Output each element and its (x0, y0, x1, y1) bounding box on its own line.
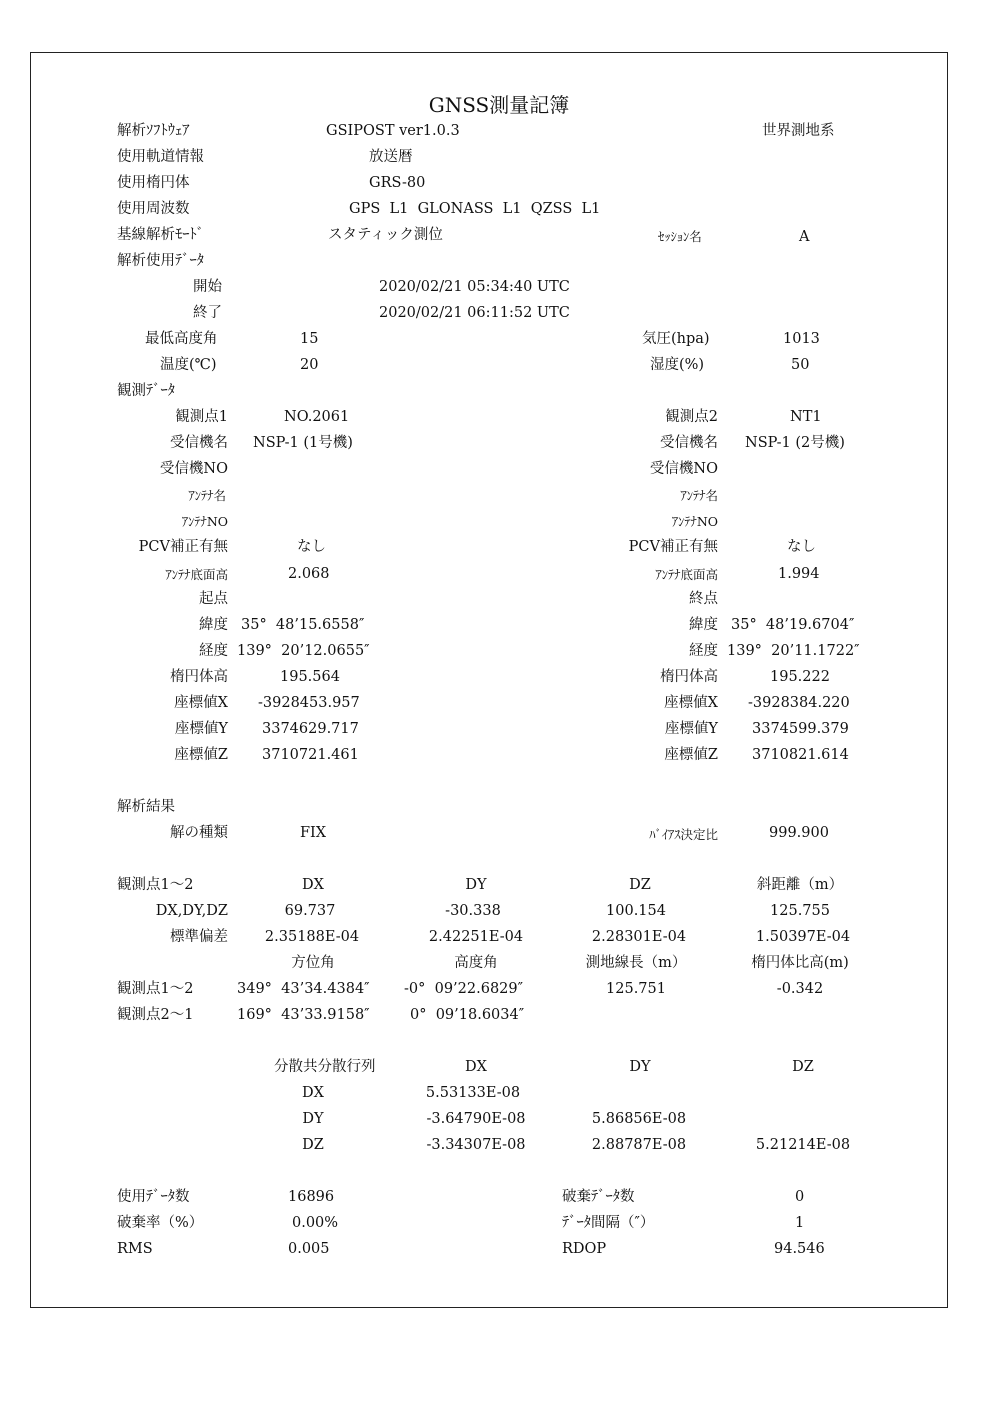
cov-dy-dy: 5.86856E-08 (591, 1111, 687, 1127)
dxdydz-label: DX,DY,DZ (155, 903, 228, 919)
left-coord-x-label: 座標値X (174, 695, 228, 711)
observation-data-label: 観測ﾃﾞｰﾀ (117, 383, 175, 399)
right-receiver-no-label: 受信機NO (649, 461, 718, 477)
row21-label: 観測点2～1 (117, 1007, 194, 1023)
solution-type-value: FIX (300, 825, 327, 841)
cov-row-dx-label: DX (302, 1085, 324, 1101)
rejected-data-value: 0 (795, 1189, 805, 1205)
left-antenna-height-label: ｱﾝﾃﾅ底面高 (165, 567, 228, 582)
left-receiver-value: NSP-1 (1号機) (253, 435, 353, 451)
orbit-value: 放送暦 (369, 149, 413, 165)
left-receiver-no-label: 受信機NO (159, 461, 228, 477)
right-ellipsoid-height-label: 楕円体高 (660, 669, 718, 685)
cov-row-dz-label: DZ (302, 1137, 324, 1153)
left-coord-z-value: 3710721.461 (262, 747, 359, 763)
software-value: GSIPOST ver1.0.3 (326, 123, 460, 139)
frequency-label: 使用周波数 (117, 201, 190, 217)
dx-value: 69.737 (284, 903, 336, 919)
dz-value: 100.154 (606, 903, 666, 919)
pressure-value: 1013 (783, 331, 820, 347)
temperature-value: 20 (300, 357, 319, 373)
left-latitude-value: 35° 48’15.6558″ (241, 617, 365, 633)
start-label: 開始 (193, 279, 222, 295)
cov-dx-dx: 5.53133E-08 (425, 1085, 521, 1101)
rdop-label: RDOP (562, 1241, 607, 1257)
left-point-type: 起点 (199, 591, 228, 607)
right-antenna-height-label: ｱﾝﾃﾅ底面高 (655, 567, 718, 582)
right-pcv-label: PCV補正有無 (628, 539, 718, 555)
right-point-type: 終点 (689, 591, 718, 607)
temperature-label: 温度(℃) (160, 357, 217, 373)
slope-distance-value: 125.755 (770, 903, 830, 919)
cov-dz-dy: 2.88787E-08 (591, 1137, 687, 1153)
cov-row-dy-label: DY (302, 1111, 324, 1127)
right-receiver-value: NSP-1 (2号機) (745, 435, 845, 451)
col-header-ellipsoid-diff: 楕円体比高(m) (751, 955, 849, 971)
left-pcv-label: PCV補正有無 (138, 539, 228, 555)
reject-rate-label: 破棄率（%） (117, 1215, 204, 1231)
right-longitude-label: 経度 (689, 643, 718, 659)
cov-col-dy: DY (629, 1059, 651, 1075)
right-coord-z-label: 座標値Z (664, 747, 718, 763)
cov-dy-dx: -3.64790E-08 (426, 1111, 526, 1127)
bias-ratio-value: 999.900 (769, 825, 829, 841)
left-longitude-label: 経度 (199, 643, 228, 659)
min-elevation-label: 最低高度角 (145, 331, 218, 347)
right-latitude-label: 緯度 (689, 617, 718, 633)
right-ellipsoid-height-value: 195.222 (770, 669, 830, 685)
left-coord-z-label: 座標値Z (174, 747, 228, 763)
left-ellipsoid-height-label: 楕円体高 (170, 669, 228, 685)
humidity-label: 湿度(%) (650, 357, 705, 373)
cov-col-dx: DX (465, 1059, 487, 1075)
right-point-value: NT1 (790, 409, 822, 425)
end-label: 終了 (193, 305, 222, 321)
orbit-label: 使用軌道情報 (117, 149, 204, 165)
bias-ratio-label: ﾊﾞｲｱｽ決定比 (649, 827, 718, 842)
right-coord-z-value: 3710821.614 (752, 747, 849, 763)
right-point-label: 観測点2 (665, 409, 718, 425)
analysis-data-label: 解析使用ﾃﾞｰﾀ (117, 253, 204, 269)
software-label: 解析ｿﾌﾄｳｪｱ (117, 123, 190, 139)
right-coord-x-label: 座標値X (664, 695, 718, 711)
left-coord-y-value: 3374629.717 (262, 721, 359, 737)
stddev-dy: 2.42251E-04 (428, 929, 524, 945)
left-pcv-value: なし (297, 539, 326, 555)
row21-azimuth: 169° 43’33.9158″ (237, 1007, 370, 1023)
row12-label: 観測点1～2 (117, 981, 194, 997)
col-header-slope-distance: 斜距離（m） (756, 877, 844, 893)
col-header-dz: DZ (629, 877, 651, 893)
right-antenna-no-label: ｱﾝﾃﾅNO (671, 514, 718, 529)
col-header-dy: DY (465, 877, 487, 893)
col-header-elevation: 高度角 (454, 955, 498, 971)
right-antenna-label: ｱﾝﾃﾅ名 (680, 488, 718, 503)
left-point-value: NO.2061 (284, 409, 350, 425)
right-antenna-height-value: 1.994 (778, 566, 820, 582)
humidity-value: 50 (791, 357, 810, 373)
min-elevation-value: 15 (300, 331, 319, 347)
left-ellipsoid-height-value: 195.564 (280, 669, 340, 685)
col-header-geodesic: 測地線長（m） (585, 955, 687, 971)
left-antenna-no-label: ｱﾝﾃﾅNO (181, 514, 228, 529)
covariance-label: 分散共分散行列 (274, 1059, 376, 1075)
row12-geodesic: 125.751 (606, 981, 666, 997)
left-coord-y-label: 座標値Y (174, 721, 228, 737)
pressure-label: 気圧(hpa) (642, 331, 710, 347)
right-coord-y-label: 座標値Y (664, 721, 718, 737)
left-antenna-height-value: 2.068 (288, 566, 330, 582)
data-interval-label: ﾃﾞｰﾀ間隔（″） (562, 1215, 655, 1231)
left-receiver-label: 受信機名 (170, 435, 228, 451)
used-data-label: 使用ﾃﾞｰﾀ数 (117, 1189, 190, 1205)
session-label: ｾｯｼｮﾝ名 (658, 229, 702, 244)
ellipsoid-value: GRS-80 (369, 175, 426, 191)
used-data-value: 16896 (288, 1189, 335, 1205)
right-pcv-value: なし (787, 539, 816, 555)
row12-height-diff: -0.342 (776, 981, 824, 997)
page-title: GNSS測量記簿 (428, 93, 570, 117)
right-receiver-label: 受信機名 (660, 435, 718, 451)
baseline-label: 観測点1～2 (117, 877, 194, 893)
cov-dz-dx: -3.34307E-08 (426, 1137, 526, 1153)
right-longitude-value: 139° 20’11.1722″ (727, 643, 860, 659)
right-coord-x-value: -3928384.220 (748, 695, 850, 711)
datum-value: 世界測地系 (762, 123, 835, 139)
left-antenna-label: ｱﾝﾃﾅ名 (188, 488, 226, 503)
rms-label: RMS (117, 1241, 153, 1257)
col-header-dx: DX (302, 877, 324, 893)
result-section-label: 解析結果 (117, 799, 175, 815)
reject-rate-value: 0.00% (292, 1215, 339, 1231)
rms-value: 0.005 (288, 1241, 330, 1257)
start-value: 2020/02/21 05:34:40 UTC (379, 279, 570, 295)
right-coord-y-value: 3374599.379 (752, 721, 849, 737)
col-header-azimuth: 方位角 (291, 955, 335, 971)
cov-dz-dz: 5.21214E-08 (755, 1137, 851, 1153)
ellipsoid-label: 使用楕円体 (117, 175, 190, 191)
stddev-dx: 2.35188E-04 (264, 929, 360, 945)
cov-col-dz: DZ (792, 1059, 814, 1075)
row21-elevation: 0° 09’18.6034″ (410, 1007, 525, 1023)
left-point-label: 観測点1 (175, 409, 228, 425)
data-interval-value: 1 (795, 1215, 805, 1231)
left-latitude-label: 緯度 (199, 617, 228, 633)
stddev-dz: 2.28301E-04 (591, 929, 687, 945)
right-latitude-value: 35° 48’19.6704″ (731, 617, 855, 633)
stddev-label: 標準偏差 (170, 929, 228, 945)
mode-value: スタティック測位 (328, 227, 443, 243)
left-longitude-value: 139° 20’12.0655″ (237, 643, 370, 659)
row12-azimuth: 349° 43’34.4384″ (237, 981, 370, 997)
frequency-value: GPS L1 GLONASS L1 QZSS L1 (349, 201, 601, 217)
dy-value: -30.338 (445, 903, 501, 919)
solution-type-label: 解の種類 (170, 825, 228, 841)
mode-label: 基線解析ﾓｰﾄﾞ (117, 227, 204, 243)
end-value: 2020/02/21 06:11:52 UTC (379, 305, 570, 321)
stddev-slope: 1.50397E-04 (755, 929, 851, 945)
rejected-data-label: 破棄ﾃﾞｰﾀ数 (562, 1189, 635, 1205)
row12-elevation: -0° 09’22.6829″ (404, 981, 524, 997)
left-coord-x-value: -3928453.957 (258, 695, 360, 711)
rdop-value: 94.546 (774, 1241, 825, 1257)
session-value: A (799, 229, 810, 245)
